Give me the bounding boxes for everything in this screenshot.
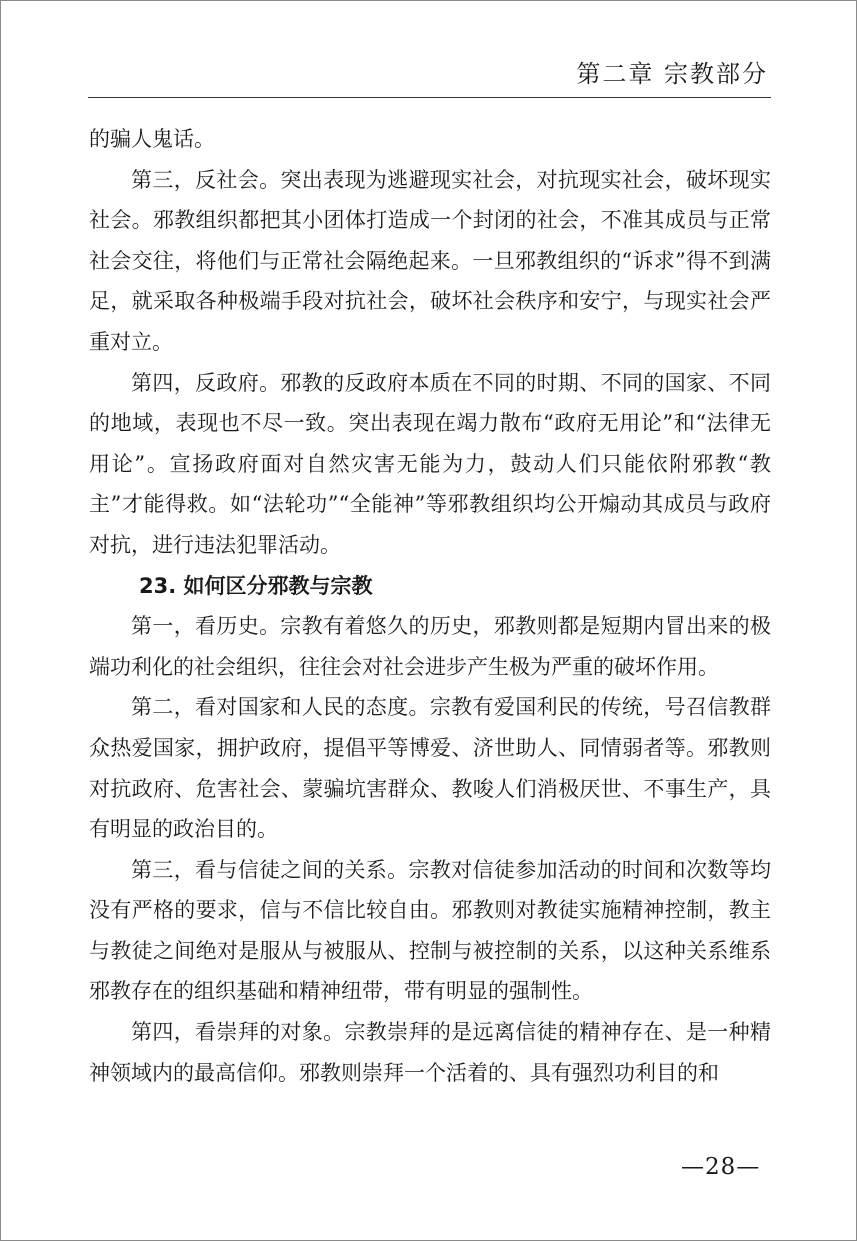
paragraph: 第三，反社会。突出表现为逃避现实社会，对抗现实社会，破坏现实社会。邪教组织都把其小团体打造成一个封闭的社会，不准其成员与正常社会交往，将他们与正常社会隔绝起来。一旦邪教组织的“诉求”得不到满足，就采取各种极端手段对抗社会，破坏社会秩序和安宁，与现实社会严重对立。 xyxy=(89,167,771,354)
paragraph: 第一，看历史。宗教有着悠久的历史，邪教则都是短期内冒出来的极端功利化的社会组织，往往会对社会进步产生极为严重的破坏作用。 xyxy=(89,614,771,679)
paragraph: 第四，反政府。邪教的反政府本质在不同的时期、不同的国家、不同的地域，表现也不尽一致。突出表现在竭力散布“政府无用论”和“法律无用论”。宣扬政府面对自然灾害无能为力，鼓动人们只能依附邪教“教主”才能得救。如“法轮功”“全能神”等邪教组织均公开煽动其成员与政府对抗，进行违法犯罪活动。 xyxy=(89,370,771,557)
section-heading: 23. 如何区分邪教与宗教 xyxy=(139,573,373,598)
body-text xyxy=(89,119,771,1093)
paragraph: 第三，看与信徒之间的关系。宗教对信徒参加活动的时间和次数等均没有严格的要求，信与不信比较自由。邪教则对教徒实施精神控制，教主与教徒之间绝对是服从与被服从、控制与被控制的关系，以这种关系维系邪教存在的组织基础和精神纽带，带有明显的强制性。 xyxy=(89,857,771,1004)
paragraph: 的骗人鬼话。 xyxy=(89,127,215,151)
page-number: —28— xyxy=(681,1154,761,1180)
header-rule xyxy=(88,97,771,98)
running-header: 第二章 宗教部分 xyxy=(576,60,768,88)
paragraph: 第二，看对国家和人民的态度。宗教有爱国利民的传统，号召信教群众热爱国家，拥护政府，提倡平等博爱、济世助人、同情弱者等。邪教则对抗政府、危害社会、蒙骗坑害群众、教唆人们消极厌世、不事生产，具有明显的政治目的。 xyxy=(89,695,771,842)
paragraph: 第四，看崇拜的对象。宗教崇拜的是远离信徒的精神存在、是一种精神领域内的最高信仰。邪教则崇拜一个活着的、具有强烈功利目的和 xyxy=(89,1020,771,1085)
